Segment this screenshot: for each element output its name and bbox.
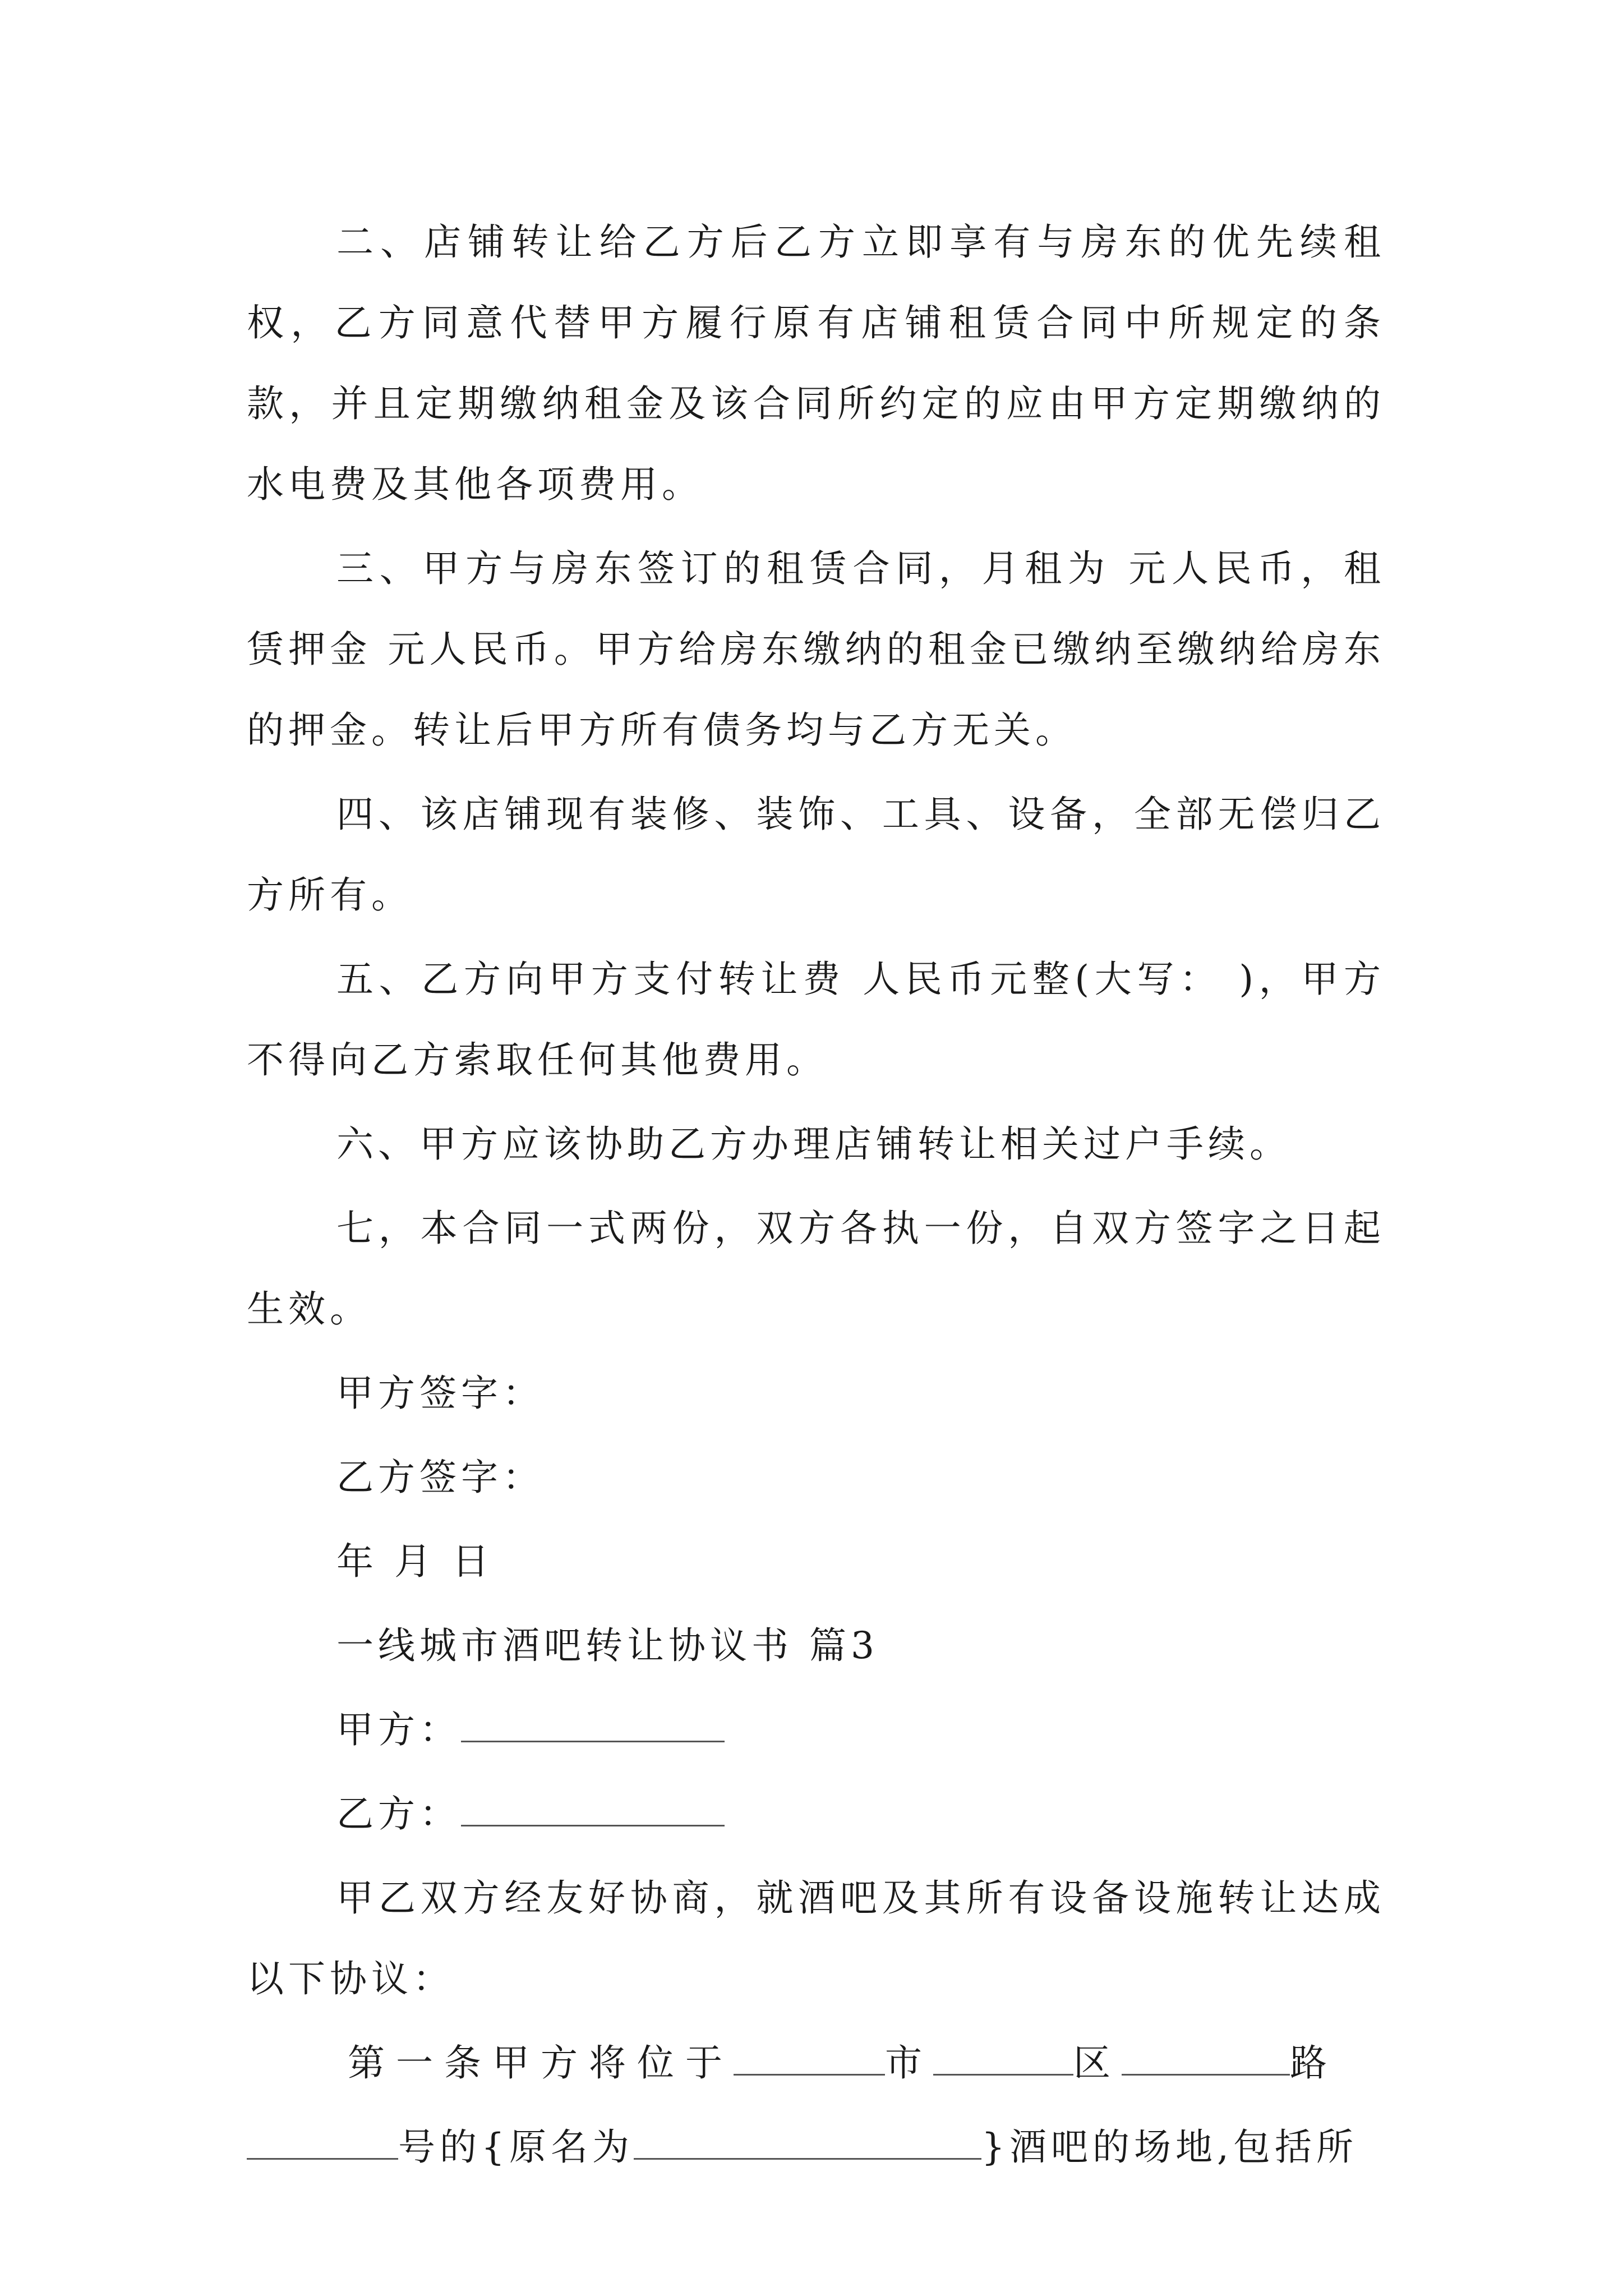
section-title: 一线城市酒吧转让协议书 篇3 xyxy=(336,1624,879,1667)
party-b-signature: 乙方签字： xyxy=(336,1456,544,1499)
party-b-line xyxy=(247,1774,1385,1855)
document-page xyxy=(247,202,1385,2188)
article-one-text1: 第一条甲方将位于 xyxy=(348,2041,734,2085)
article-one-line2 xyxy=(247,2107,1385,2188)
signature-date: 年 月 日 xyxy=(336,1540,494,1583)
city-blank xyxy=(734,2042,885,2076)
article-one-text2: 市 xyxy=(885,2041,933,2085)
clause-two: 二、店铺转让给乙方后乙方立即享有与房东的优先续租权，乙方同意代替甲方履行原有店铺租赁合同中所规定的条款，并且定期缴纳租金及该合同所约定的应由甲方定期缴纳的水电费及其他各项费用。 xyxy=(247,220,1385,506)
clause-three: 三、甲方与房东签订的租赁合同，月租为 元人民币，租赁押金 元人民币。甲方给房东缴纳的租金已缴纳至缴纳给房东的押金。转让后甲方所有债务均与乙方无关。 xyxy=(247,547,1385,752)
party-a-signature: 甲方签字： xyxy=(336,1372,544,1415)
clause-five: 五、乙方向甲方支付转让费 人民币元整(大写： )，甲方不得向乙方索取任何其他费用。 xyxy=(247,958,1385,1082)
article-one-text3: 区 xyxy=(1073,2041,1122,2085)
clause-seven: 七，本合同一式两份，双方各执一份，自双方签字之日起生效。 xyxy=(247,1207,1385,1331)
party-a-blank xyxy=(461,1709,725,1742)
road-blank xyxy=(1122,2042,1290,2076)
party-a-label: 甲方： xyxy=(336,1708,461,1751)
party-b-blank xyxy=(461,1793,725,1826)
article-one-text5: 号的{原名为 xyxy=(398,2125,634,2169)
original-name-blank xyxy=(634,2127,981,2160)
article-one-line1 xyxy=(247,2023,1385,2104)
agreement-intro: 甲乙双方经友好协商，就酒吧及其所有设备设施转让达成以下协议： xyxy=(247,1876,1385,2000)
article-one-text6: }酒吧的场地,包括所 xyxy=(981,2125,1358,2169)
clause-four: 四、该店铺现有装修、装饰、工具、设备，全部无偿归乙方所有。 xyxy=(247,793,1385,917)
article-one-text4: 路 xyxy=(1290,2041,1338,2085)
party-b-label: 乙方： xyxy=(336,1792,461,1835)
district-blank xyxy=(933,2042,1073,2076)
clause-six: 六、甲方应该协助乙方办理店铺转让相关过户手续。 xyxy=(336,1122,1291,1166)
number-blank xyxy=(247,2127,398,2160)
party-a-line xyxy=(247,1690,1385,1770)
